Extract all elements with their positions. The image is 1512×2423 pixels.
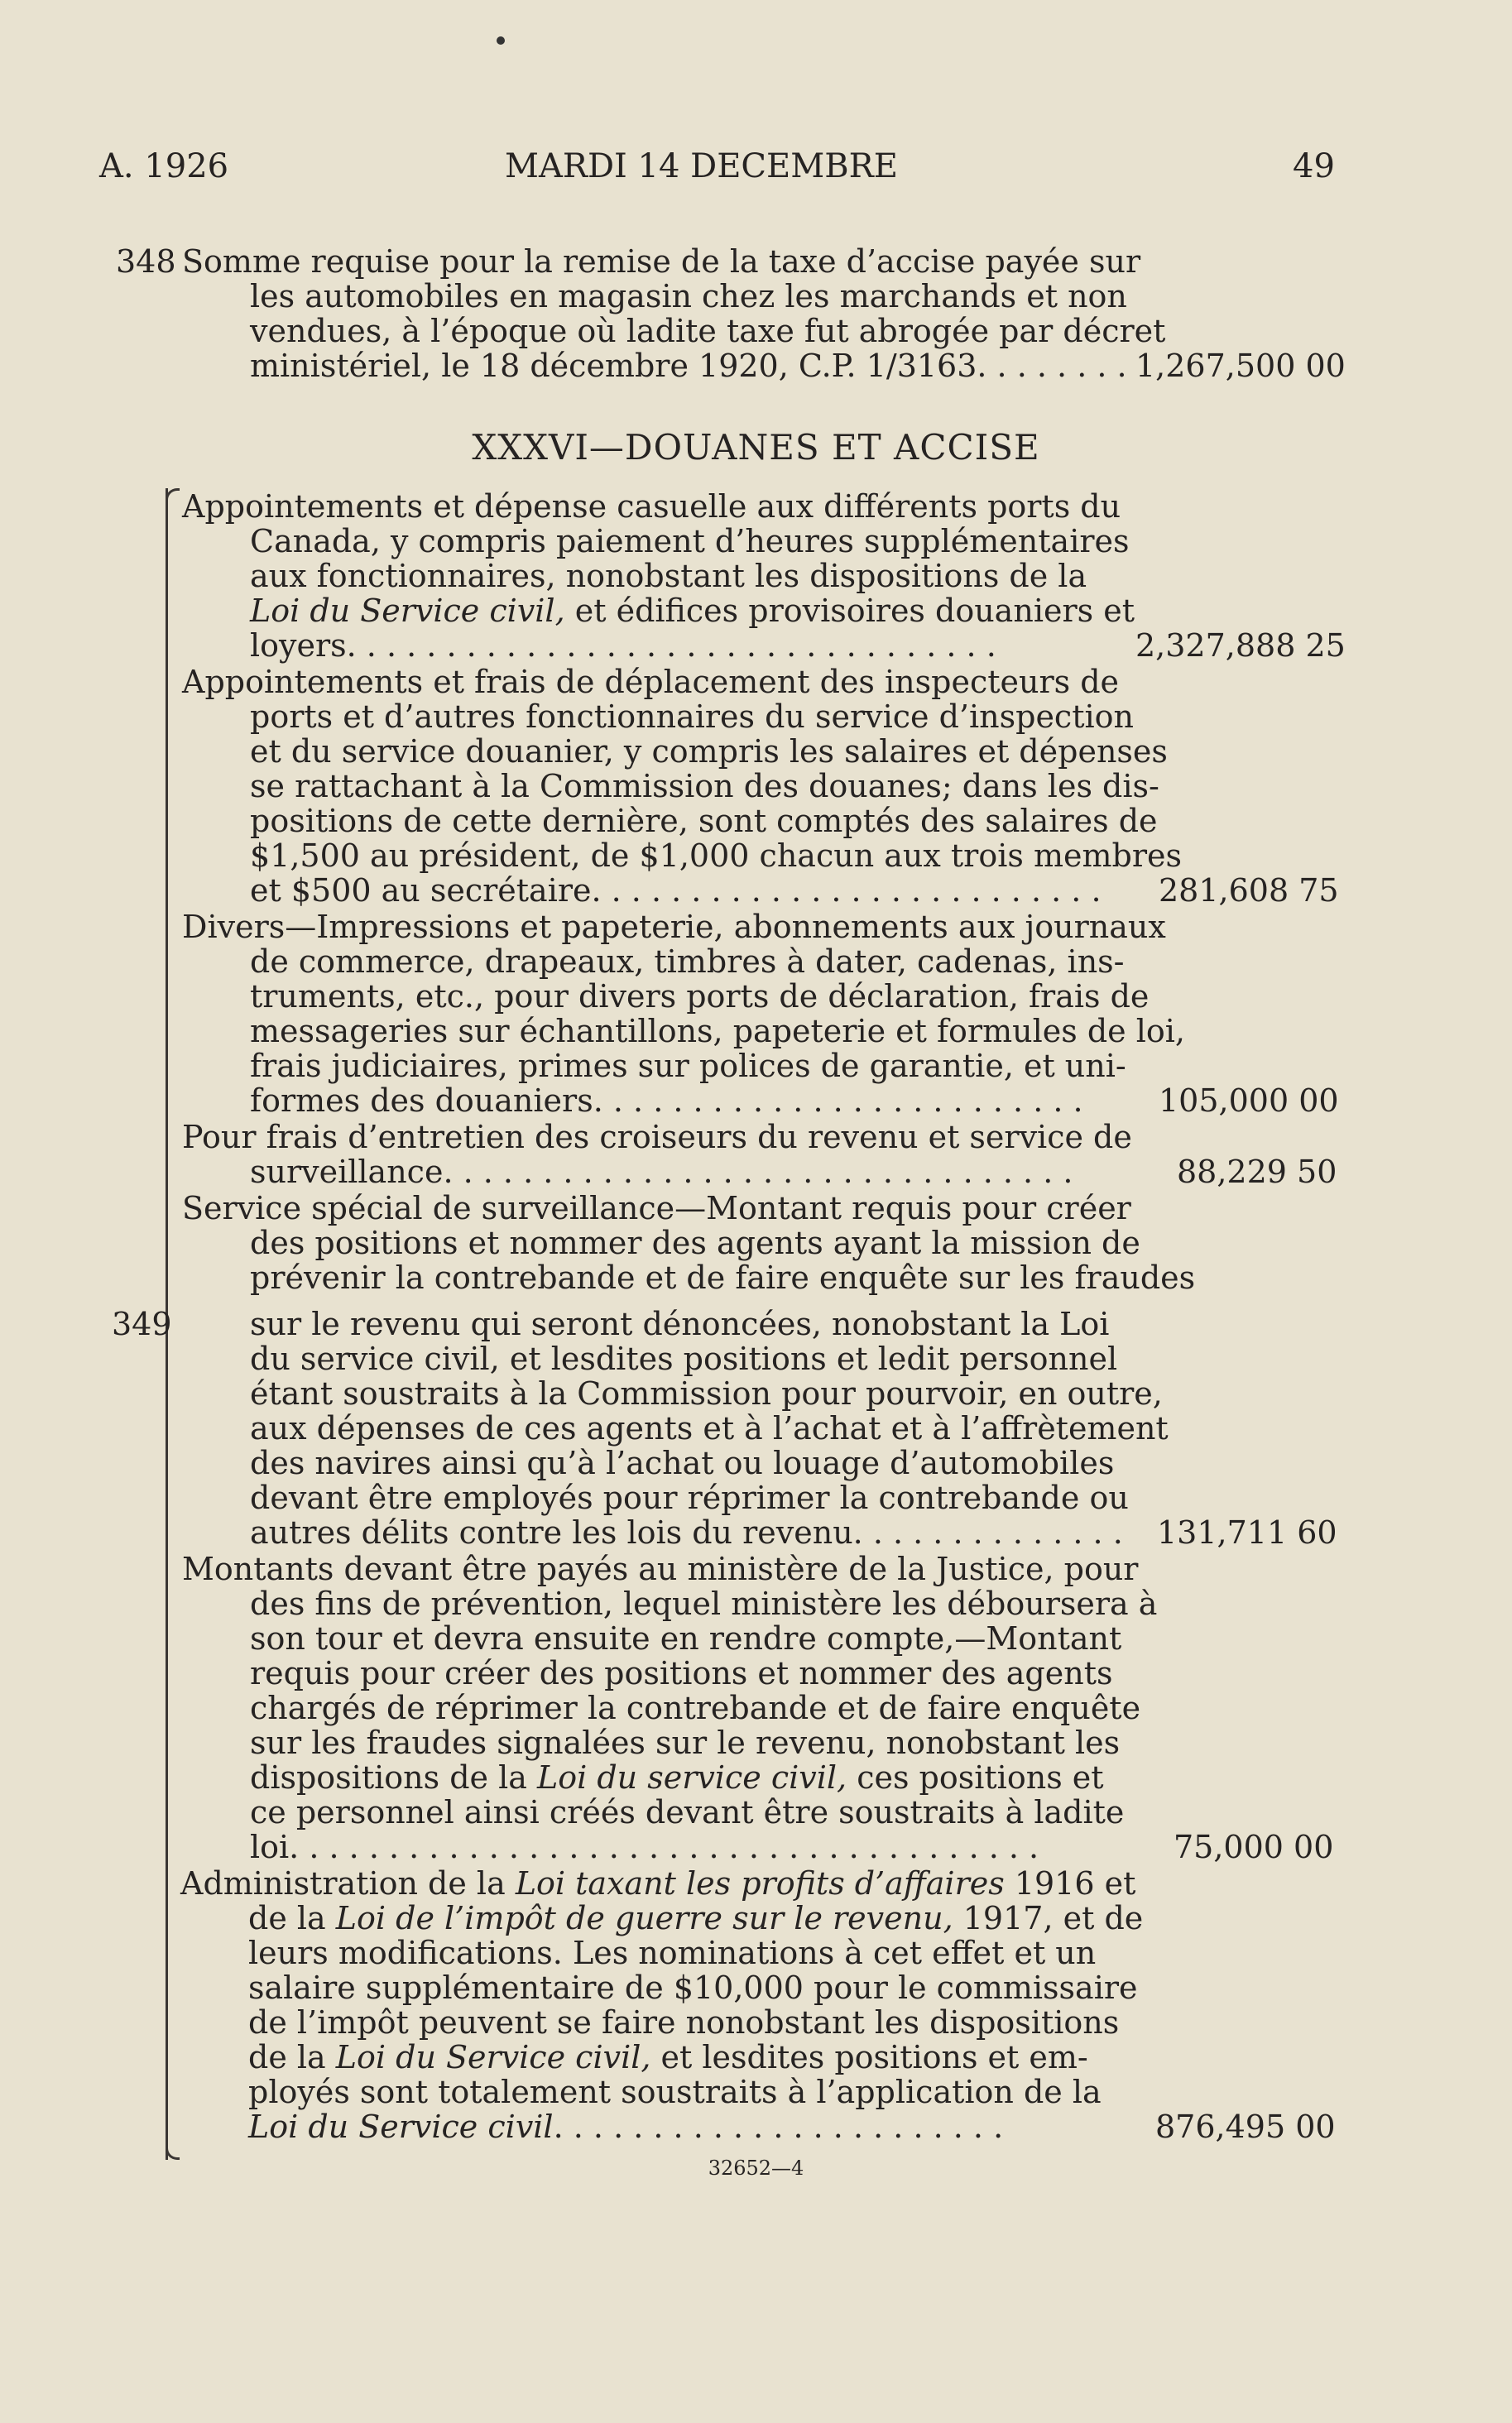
entry-line: Montants devant être payés au ministère de la Justice, pour: [182, 1551, 1139, 1587]
entry-line: et du service douanier, y compris les salaires et dépenses: [250, 733, 1168, 770]
entry-line: aux dépenses de ces agents et à l’achat et à l’affrètement: [250, 1410, 1169, 1447]
section-title: XXXVI—DOUANES ET ACCISE: [472, 427, 1040, 468]
entry-line: sur les fraudes signalées sur le revenu, nonobstant les: [250, 1725, 1121, 1761]
entry-line: des fins de prévention, lequel ministère les déboursera à: [250, 1586, 1158, 1622]
entry-line: messageries sur échantillons, papeterie et formules de loi,: [250, 1013, 1185, 1049]
entry-line: devant être employés pour réprimer la contrebande ou: [250, 1480, 1129, 1516]
entry-line: des navires ainsi qu’à l’achat ou louage d’automobiles: [250, 1445, 1115, 1481]
leader-dots: . . . . . . . . . . . . . . . . . . . . . . .: [553, 2109, 1004, 2145]
entry-line: Pour frais d’entretien des croiseurs du revenu et service de: [182, 1119, 1132, 1155]
entry-line: [180, 1865, 1135, 1902]
entry-line: requis pour créer des positions et nommer des agents: [250, 1655, 1113, 1691]
item-348-line: vendues, à l’époque où ladite taxe fut abrogée par décret: [250, 313, 1166, 349]
law-title: Loi de l’impôt de guerre sur le revenu,: [335, 1900, 953, 1936]
entry-line: étant soustraits à la Commission pour pourvoir, en outre,: [250, 1375, 1163, 1412]
footer-print-code: 32652—4: [708, 2157, 804, 2180]
entry-line: chargés de réprimer la contrebande et de faire enquête: [250, 1690, 1141, 1726]
entry-line: Divers—Impressions et papeterie, abonnements aux journaux: [182, 909, 1166, 945]
entry-text: et lesdites positions et em-: [650, 2039, 1088, 2075]
entry-text: 1917, et de: [953, 1900, 1144, 1936]
entry-text: de la: [248, 2039, 336, 2075]
header-date: MARDI 14 DECEMBRE: [505, 147, 898, 185]
entry-line: du service civil, et lesdites positions et ledit personnel: [250, 1341, 1118, 1377]
entry-line: Appointements et frais de déplacement des inspecteurs de: [182, 664, 1120, 700]
law-title: Loi du Service civil,: [335, 2039, 651, 2075]
entry-line: [250, 593, 1135, 629]
entry-line: et $500 au secrétaire. . . . . . . . . . . . . . . . . . . . . . . . . .: [250, 872, 1102, 909]
item-348-amount: 1,267,500 00: [1135, 348, 1346, 384]
entry-line: positions de cette dernière, sont comptés des salaires de: [250, 803, 1158, 839]
entry-line: [248, 2109, 1003, 2145]
entry-line: Canada, y compris paiement d’heures supplémentaires: [250, 523, 1130, 559]
header-year: A. 1926: [99, 147, 229, 185]
entry-line: sur le revenu qui seront dénoncées, nonobstant la Loi: [250, 1306, 1110, 1342]
entry-line: se rattachant à la Commission des douanes; dans les dis-: [250, 768, 1159, 804]
entry-amount: 75,000 00: [1174, 1829, 1334, 1865]
entry-text: Administration de la: [180, 1865, 516, 1902]
entry-line: ployés sont totalement soustraits à l’application de la: [248, 2074, 1102, 2110]
entry-amount: 876,495 00: [1155, 2109, 1336, 2145]
entry-text: et édifices provisoires douaniers et: [564, 593, 1135, 629]
entry-text: 1916 et: [1004, 1865, 1136, 1902]
entry-line: [248, 2039, 1088, 2075]
entry-amount: 2,327,888 25: [1135, 627, 1346, 664]
ink-speck: [497, 36, 505, 45]
entry-line: salaire supplémentaire de $10,000 pour le commissaire: [248, 1970, 1138, 2006]
entry-text: dispositions de la: [250, 1759, 537, 1796]
law-title: Loi du Service civil: [248, 2109, 554, 2145]
entry-line: $1,500 au président, de $1,000 chacun aux trois membres: [250, 837, 1182, 874]
entry-line: leurs modifications. Les nominations à cet effet et un: [248, 1935, 1097, 1971]
entry-line: ports et d’autres fonctionnaires du service d’inspection: [250, 698, 1134, 735]
entry-line: loi. . . . . . . . . . . . . . . . . . . . . . . . . . . . . . . . . . . . . .: [250, 1829, 1039, 1865]
entry-line: de l’impôt peuvent se faire nonobstant les dispositions: [248, 2004, 1120, 2041]
entry-line: ce personnel ainsi créés devant être soustraits à ladite: [250, 1794, 1125, 1830]
item-348-line: les automobiles en magasin chez les marchands et non: [250, 278, 1127, 314]
entry-line: Service spécial de surveillance—Montant requis pour créer: [182, 1190, 1131, 1226]
entry-line: Appointements et dépense casuelle aux différents ports du: [182, 488, 1121, 525]
entry-line: surveillance. . . . . . . . . . . . . . . . . . . . . . . . . . . . . . . .: [250, 1154, 1073, 1190]
item-348-line: ministériel, le 18 décembre 1920, C.P. 1/3163. . . . . . . .: [250, 348, 1127, 384]
entry-line: formes des douaniers. . . . . . . . . . . . . . . . . . . . . . . . .: [250, 1082, 1083, 1119]
law-title: Loi du service civil,: [536, 1759, 847, 1796]
entry-line: [250, 1759, 1104, 1796]
item-348-number: 348: [116, 243, 176, 280]
entry-amount: 131,711 60: [1157, 1514, 1337, 1551]
entry-amount: 105,000 00: [1159, 1082, 1339, 1119]
entry-line: son tour et devra ensuite en rendre compte,—Montant: [250, 1620, 1122, 1657]
header-page-number: 49: [1293, 147, 1335, 185]
entry-line: autres délits contre les lois du revenu. . . . . . . . . . . . . .: [250, 1514, 1123, 1551]
entry-line: [248, 1900, 1143, 1936]
entry-line: de commerce, drapeaux, timbres à dater, cadenas, ins-: [250, 943, 1125, 980]
law-title: Loi du Service civil,: [250, 593, 565, 629]
law-title: Loi taxant les profits d’affaires: [515, 1865, 1005, 1902]
entry-text: ces positions et: [847, 1759, 1104, 1796]
entry-line: des positions et nommer des agents ayant la mission de: [250, 1225, 1140, 1261]
entry-line: aux fonctionnaires, nonobstant les dispositions de la: [250, 558, 1087, 594]
entry-line: truments, etc., pour divers ports de déclaration, frais de: [250, 978, 1150, 1015]
entry-text: de la: [248, 1900, 336, 1936]
entry-line: frais judiciaires, primes sur polices de garantie, et uni-: [250, 1048, 1126, 1084]
item-349-number: 349: [112, 1306, 172, 1342]
item-348-line: Somme requise pour la remise de la taxe d’accise payée sur: [182, 243, 1141, 280]
entry-line: prévenir la contrebande et de faire enquête sur les fraudes: [250, 1259, 1196, 1296]
entry-line: loyers. . . . . . . . . . . . . . . . . . . . . . . . . . . . . . . . .: [250, 627, 996, 664]
entry-amount: 88,229 50: [1177, 1154, 1337, 1190]
entry-amount: 281,608 75: [1159, 872, 1339, 909]
